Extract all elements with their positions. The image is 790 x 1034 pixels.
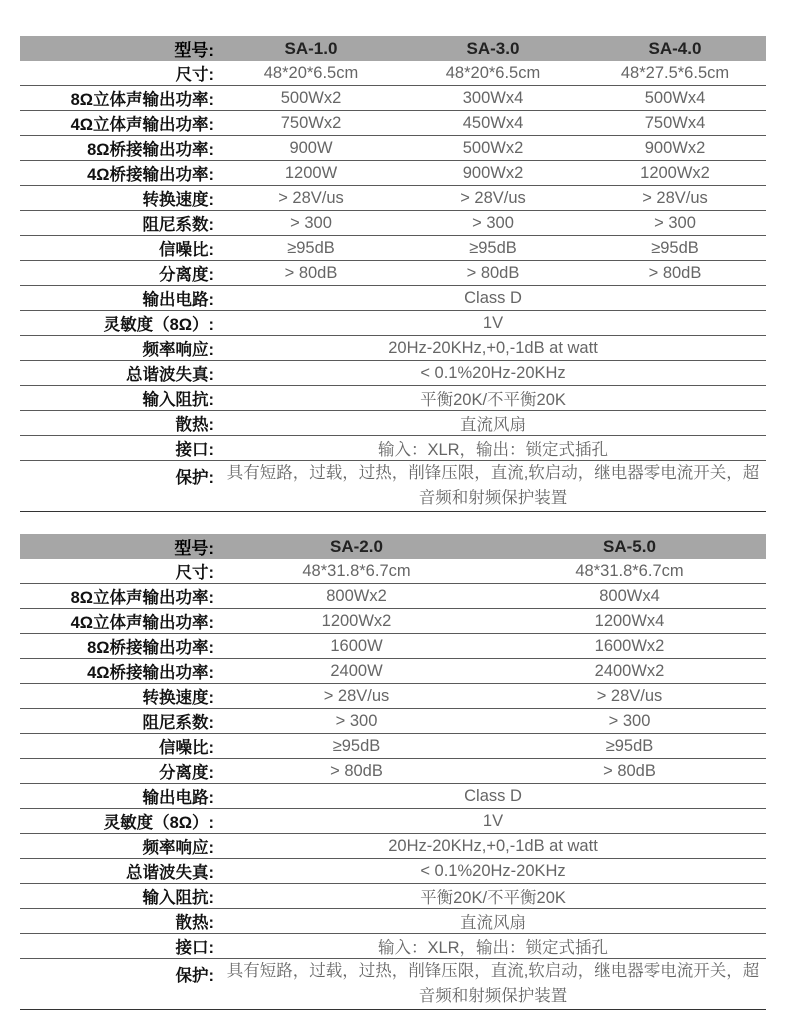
spec-label: 散热: <box>20 411 220 436</box>
spec-value: 1200Wx2 <box>220 609 493 634</box>
model-name: SA-4.0 <box>584 36 766 61</box>
spec-value: 500Wx4 <box>584 86 766 111</box>
spec-label: 频率响应: <box>20 834 220 859</box>
spec-value: 750Wx4 <box>584 111 766 136</box>
spec-value: 输入：XLR，输出：锁定式插孔 <box>220 436 766 461</box>
spec-label: 灵敏度（8Ω）: <box>20 311 220 336</box>
spec-label: 4Ω桥接输出功率: <box>20 161 220 186</box>
spec-value: < 0.1%20Hz-20KHz <box>220 361 766 386</box>
spec-value: Class D <box>220 784 766 809</box>
spec-label: 总谐波失真: <box>20 859 220 884</box>
spec-label: 转换速度: <box>20 684 220 709</box>
spec-label: 8Ω桥接输出功率: <box>20 136 220 161</box>
spec-label: 4Ω立体声输出功率: <box>20 111 220 136</box>
spec-row <box>20 286 766 311</box>
spec-label: 信噪比: <box>20 236 220 261</box>
spec-row <box>20 584 766 609</box>
header-row <box>20 36 766 61</box>
spec-row <box>20 186 766 211</box>
spec-value: 直流风扇 <box>220 411 766 436</box>
spec-row <box>20 609 766 634</box>
spec-value: > 80dB <box>220 759 493 784</box>
spec-value: > 28V/us <box>584 186 766 211</box>
spec-value: 20Hz-20KHz,+0,-1dB at watt <box>220 336 766 361</box>
spec-value: > 28V/us <box>493 684 766 709</box>
spec-row <box>20 559 766 584</box>
spec-row <box>20 336 766 361</box>
spec-value: 1V <box>220 311 766 336</box>
spec-value: ≥95dB <box>220 734 493 759</box>
spec-label: 总谐波失真: <box>20 361 220 386</box>
spec-value: 500Wx2 <box>402 136 584 161</box>
spec-value: > 28V/us <box>402 186 584 211</box>
spec-label: 输出电路: <box>20 784 220 809</box>
model-name: SA-5.0 <box>493 534 766 559</box>
spec-value: 900W <box>220 136 402 161</box>
spec-label: 尺寸: <box>20 61 220 86</box>
spec-value: ≥95dB <box>584 236 766 261</box>
spec-value: 2400Wx2 <box>493 659 766 684</box>
spec-value: 1V <box>220 809 766 834</box>
spec-value: ≥95dB <box>493 734 766 759</box>
spec-value: ≥95dB <box>402 236 584 261</box>
model-name: SA-1.0 <box>220 36 402 61</box>
spec-value: 800Wx4 <box>493 584 766 609</box>
spec-row <box>20 86 766 111</box>
spec-row <box>20 659 766 684</box>
spec-value: < 0.1%20Hz-20KHz <box>220 859 766 884</box>
spec-label: 8Ω立体声输出功率: <box>20 584 220 609</box>
spec-label: 阻尼系数: <box>20 211 220 236</box>
spec-row <box>20 361 766 386</box>
spec-value: > 28V/us <box>220 684 493 709</box>
spec-row <box>20 436 766 461</box>
spec-value: 900Wx2 <box>584 136 766 161</box>
spec-label: 输入阻抗: <box>20 884 220 909</box>
spec-row <box>20 834 766 859</box>
spec-row <box>20 684 766 709</box>
spec-label: 接口: <box>20 436 220 461</box>
spec-value: 1200W <box>220 161 402 186</box>
spec-label: 4Ω桥接输出功率: <box>20 659 220 684</box>
spec-value: > 28V/us <box>220 186 402 211</box>
spec-value: > 80dB <box>493 759 766 784</box>
model-label: 型号: <box>20 36 220 61</box>
spec-label: 频率响应: <box>20 336 220 361</box>
model-name: SA-2.0 <box>220 534 493 559</box>
spec-value: > 300 <box>220 709 493 734</box>
spec-value: 48*31.8*6.7cm <box>220 559 493 584</box>
spec-value: 平衡20K/不平衡20K <box>220 386 766 411</box>
spec-value: 450Wx4 <box>402 111 584 136</box>
spec-value: > 80dB <box>220 261 402 286</box>
spec-table-1 <box>20 36 766 512</box>
spec-value: 2400W <box>220 659 493 684</box>
spec-row <box>20 759 766 784</box>
spec-table-2 <box>20 534 766 1010</box>
spec-row <box>20 709 766 734</box>
spec-label: 保护: <box>20 959 220 1010</box>
spec-label: 灵敏度（8Ω）: <box>20 809 220 834</box>
spec-label: 4Ω立体声输出功率: <box>20 609 220 634</box>
spec-label: 阻尼系数: <box>20 709 220 734</box>
spec-value: 48*31.8*6.7cm <box>493 559 766 584</box>
spec-label: 保护: <box>20 461 220 512</box>
spec-value: 1200Wx2 <box>584 161 766 186</box>
spec-row <box>20 934 766 959</box>
spec-row <box>20 311 766 336</box>
spec-row <box>20 136 766 161</box>
spec-value: 800Wx2 <box>220 584 493 609</box>
spec-row <box>20 161 766 186</box>
spec-row <box>20 411 766 436</box>
spec-label: 转换速度: <box>20 186 220 211</box>
spec-label: 输出电路: <box>20 286 220 311</box>
spec-label: 输入阻抗: <box>20 386 220 411</box>
spec-value: 500Wx2 <box>220 86 402 111</box>
spec-row <box>20 909 766 934</box>
spec-label: 8Ω立体声输出功率: <box>20 86 220 111</box>
spec-row <box>20 111 766 136</box>
spec-value: 1600Wx2 <box>493 634 766 659</box>
spec-label: 尺寸: <box>20 559 220 584</box>
spec-value: 具有短路，过载，过热，削锋压限，直流,软启动，继电器零电流开关，超音频和射频保护装置 <box>220 461 766 512</box>
spec-label: 分离度: <box>20 261 220 286</box>
spec-value: 750Wx2 <box>220 111 402 136</box>
spec-value: > 80dB <box>402 261 584 286</box>
spec-value: 300Wx4 <box>402 86 584 111</box>
spec-value: 48*20*6.5cm <box>402 61 584 86</box>
spec-row <box>20 236 766 261</box>
spec-value: 输入：XLR，输出：锁定式插孔 <box>220 934 766 959</box>
spec-value: Class D <box>220 286 766 311</box>
spec-value: 具有短路，过载，过热，削锋压限，直流,软启动，继电器零电流开关，超音频和射频保护装置 <box>220 959 766 1010</box>
spec-row <box>20 884 766 909</box>
spec-row <box>20 809 766 834</box>
spec-value: > 300 <box>220 211 402 236</box>
spec-value: 1200Wx4 <box>493 609 766 634</box>
spec-row <box>20 859 766 884</box>
spec-row <box>20 959 766 1010</box>
spec-row <box>20 211 766 236</box>
spec-label: 分离度: <box>20 759 220 784</box>
spec-value: 48*20*6.5cm <box>220 61 402 86</box>
spec-value: 900Wx2 <box>402 161 584 186</box>
spec-row <box>20 784 766 809</box>
spec-value: > 80dB <box>584 261 766 286</box>
spec-value: 20Hz-20KHz,+0,-1dB at watt <box>220 834 766 859</box>
header-row <box>20 534 766 559</box>
spec-value: > 300 <box>402 211 584 236</box>
spec-value: 1600W <box>220 634 493 659</box>
spec-label: 接口: <box>20 934 220 959</box>
spec-value: ≥95dB <box>220 236 402 261</box>
spec-row <box>20 61 766 86</box>
model-name: SA-3.0 <box>402 36 584 61</box>
spec-row <box>20 461 766 512</box>
spec-row <box>20 261 766 286</box>
spec-row <box>20 386 766 411</box>
model-label: 型号: <box>20 534 220 559</box>
spec-row <box>20 734 766 759</box>
spec-value: > 300 <box>493 709 766 734</box>
spec-row <box>20 634 766 659</box>
spec-label: 信噪比: <box>20 734 220 759</box>
spec-value: 直流风扇 <box>220 909 766 934</box>
spec-value: 48*27.5*6.5cm <box>584 61 766 86</box>
spec-label: 散热: <box>20 909 220 934</box>
spec-label: 8Ω桥接输出功率: <box>20 634 220 659</box>
spec-value: > 300 <box>584 211 766 236</box>
spec-value: 平衡20K/不平衡20K <box>220 884 766 909</box>
